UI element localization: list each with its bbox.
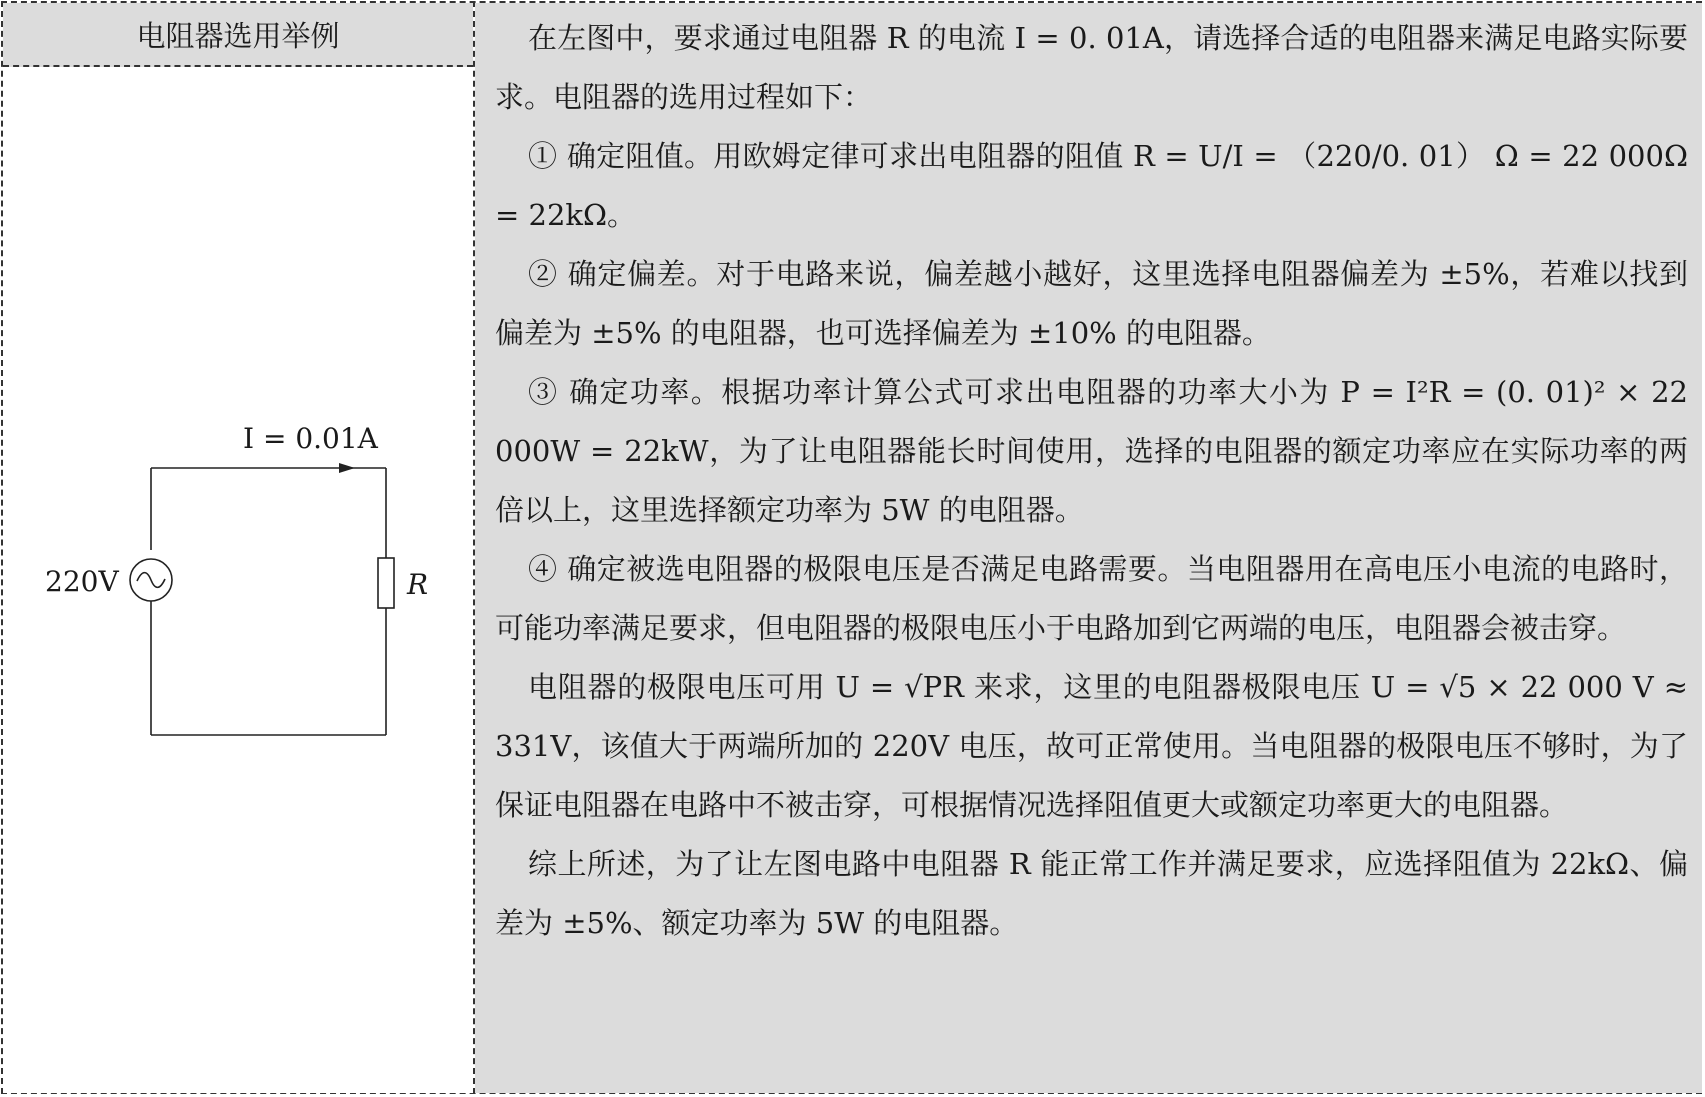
circuit-diagram (3, 67, 473, 1093)
paragraph-step3-power: ③ 确定功率。根据功率计算公式可求出电阻器的功率大小为 P = I²R = (0. 01)² × 22 000W = 22kW，为了让电阻器能长时间使用，选择的电阻器的额定功率应在实际功率的两倍以上，这里选择额定功率为 5W 的电阻器。 (495, 375, 1688, 527)
paragraph-step2-tolerance: ② 确定偏差。对于电路来说，偏差越小越好，这里选择电阻器偏差为 ±5%，若难以找到偏差为 ±5% 的电阻器，也可选择偏差为 ±10% 的电阻器。 (495, 257, 1688, 350)
left-column-header (3, 3, 473, 67)
explanation-column (475, 3, 1702, 1093)
resistor-label: R (407, 568, 429, 601)
paragraph-intro: 在左图中，要求通过电阻器 R 的电流 I = 0. 01A，请选择合适的电阻器来满足电路实际要求。电阻器的选用过程如下： (495, 21, 1688, 114)
paragraph-voltage-calc: 电阻器的极限电压可用 U = √PR 来求，这里的电阻器极限电压 U = √5 × 22 000 V ≈ 331V，该值大于两端所加的 220V 电压，故可正常使用。当电阻器的极限电压不够时，为了保证电阻器在电路中不被击穿，可根据情况选择阻值更大或额定功率更大的电阻器。 (495, 670, 1688, 822)
paragraph-step1-resistance: ① 确定阻值。用欧姆定律可求出电阻器的阻值 R = U/I = （220/0. 01） Ω = 22 000Ω = 22kΩ。 (495, 139, 1688, 232)
paragraph-step4-voltage: ④ 确定被选电阻器的极限电压是否满足电路需要。当电阻器用在高电压小电流的电路时，可能功率满足要求，但电阻器的极限电压小于电路加到它两端的电压，电阻器会被击穿。 (495, 552, 1688, 645)
source-voltage-label: 220V (45, 565, 119, 598)
current-arrow (339, 463, 355, 473)
left-header-title: 电阻器选用举例 (136, 18, 340, 53)
circuit-panel (3, 67, 473, 1093)
sine-wave-icon (137, 573, 165, 588)
paragraph-summary: 综上所述，为了让左图电路中电阻器 R 能正常工作并满足要求，应选择阻值为 22kΩ、偏差为 ±5%、额定功率为 5W 的电阻器。 (495, 847, 1688, 940)
resistor-symbol (378, 558, 394, 608)
current-label: I = 0.01A (243, 422, 378, 455)
